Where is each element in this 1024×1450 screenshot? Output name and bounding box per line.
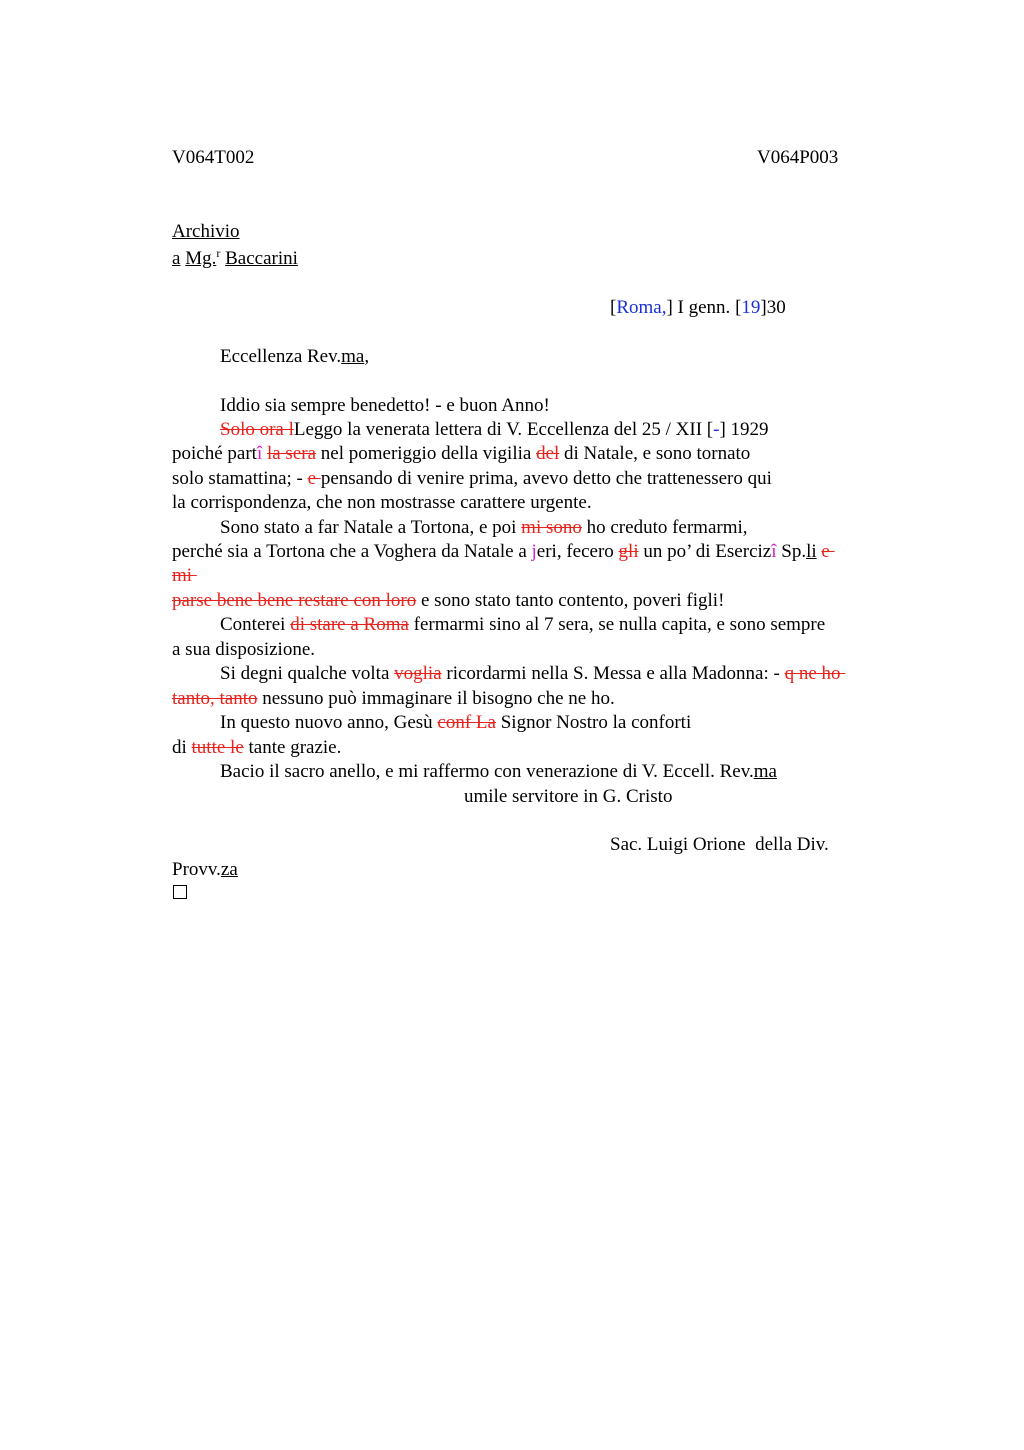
date-century: 19 — [741, 297, 761, 318]
body-line-10: Conterei di stare a Roma fermarmi sino al 7 sera, se nulla capita, e sono sempre — [220, 614, 826, 635]
body-line-7: perché sia a Tortona che a Voghera da Natale a jeri, fecero gli un po’ di Esercizî Sp.li e — [172, 541, 835, 562]
closing-line: umile servitore in G. Cristo — [464, 786, 673, 807]
body-line-8: mi — [172, 565, 197, 586]
body-line-5: la corrispondenza, che non mostrasse carattere urgente. — [172, 492, 592, 513]
date-year: 30 — [766, 297, 786, 318]
body-line-14: In questo nuovo anno, Gesù conf La Signor Nostro la conforti — [220, 712, 692, 733]
body-line-1: Iddio sia sempre benedetto! - e buon Anno! — [220, 395, 550, 416]
signature-line-2: Provv.za — [172, 859, 238, 880]
body-line-16: Bacio il sacro anello, e mi raffermo con venerazione di V. Eccell. Rev.ma — [220, 761, 777, 782]
date-place: Roma, — [616, 297, 667, 318]
left-code: V064T002 — [172, 147, 255, 168]
body-line-12: Si degni qualche volta voglia ricordarmi nella S. Messa e alla Madonna: - q ne ho — [220, 663, 846, 684]
date-line: [Roma,] I genn. [19]30 — [610, 297, 786, 318]
body-line-9: parse bene bene restare con loro e sono stato tanto contento, poveri figli! — [172, 590, 725, 611]
right-code: V064P003 — [757, 147, 839, 168]
body-line-11: a sua disposizione. — [172, 639, 316, 660]
recipient-a: a — [172, 248, 181, 269]
signature-line-1: Sac. Luigi Orione della Div. — [610, 834, 829, 855]
body-line-3: poiché partî la sera nel pomeriggio della vigilia del di Natale, e sono tornato — [172, 443, 751, 464]
body-line-2: Solo ora lLeggo la venerata lettera di V. Eccellenza del 25 / XII [-] 1929 — [220, 419, 769, 440]
body-line-15: di tutte le tante grazie. — [172, 737, 342, 758]
archive-label: Archivio — [172, 221, 240, 242]
checkbox-square-icon — [173, 885, 187, 899]
body-line-13: tanto, tanto nessuno può immaginare il bisogno che ne ho. — [172, 688, 615, 709]
body-line-6: Sono stato a far Natale a Tortona, e poi mi sono ho creduto fermarmi, — [220, 517, 748, 538]
recipient-title: Mg. — [185, 248, 217, 269]
recipient-line — [172, 247, 298, 271]
recipient-name: Baccarini — [225, 248, 298, 269]
body-line-4: solo stamattina; - e pensando di venire prima, avevo detto che trattenessero qui — [172, 468, 772, 489]
recipient-title-sup: r — [216, 246, 221, 260]
salutation: Eccellenza Rev.ma, — [220, 346, 370, 367]
